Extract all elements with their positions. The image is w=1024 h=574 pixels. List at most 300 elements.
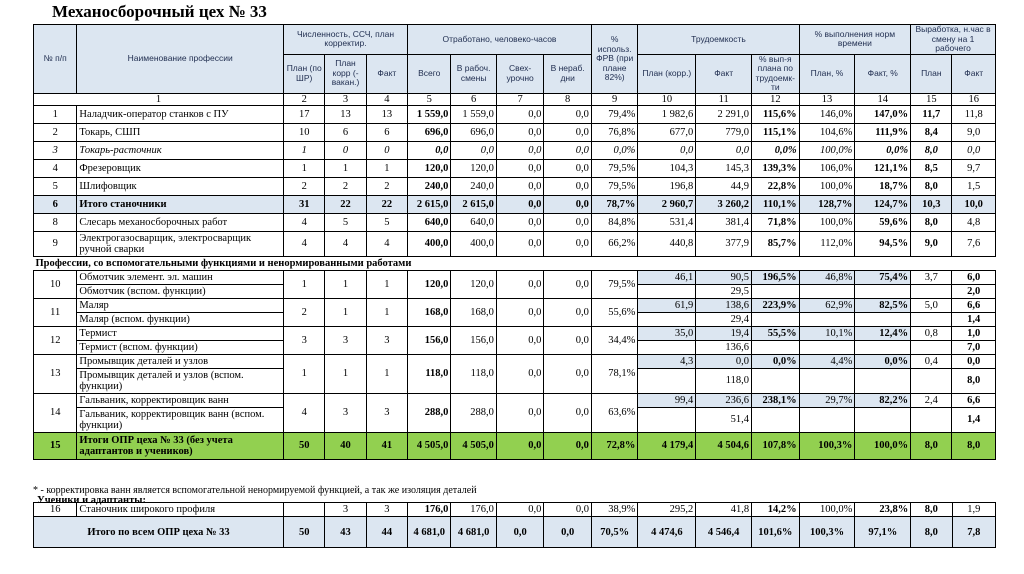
table-cell: 4 505,0 [408, 432, 451, 459]
table-cell: 0,0 [544, 195, 592, 213]
table-cell: 38,9% [591, 503, 637, 517]
header-cell: План (по ШР) [284, 54, 325, 93]
table-cell: 381,4 [696, 213, 752, 231]
header-cell: План [911, 54, 952, 93]
section-title: Профессии, со вспомогательными функциями и ненормированными работами [34, 256, 996, 270]
table-cell: 5 [366, 213, 407, 231]
table-cell: 5 [34, 177, 77, 195]
table-cell: 44,9 [696, 177, 752, 195]
table-cell: 1 [325, 159, 366, 177]
table-cell: 46,8% [799, 270, 855, 284]
table-row [34, 141, 996, 159]
header-cell: % вып-я плана по трудоемк-ти [752, 54, 800, 93]
table-cell: 1 982,6 [638, 105, 696, 123]
table-row [34, 432, 996, 459]
table-cell: 4,4% [799, 354, 855, 368]
table-cell: 3 260,2 [696, 195, 752, 213]
table-cell: 1 559,0 [451, 105, 496, 123]
table-cell: 4 546,4 [696, 517, 752, 548]
table-cell: 79,5% [591, 159, 637, 177]
table-cell [799, 340, 855, 354]
table-cell: 17 [284, 105, 325, 123]
table-cell: 75,4% [855, 270, 911, 284]
table-cell: 120,0 [408, 270, 451, 298]
table-cell: 5 [325, 213, 366, 231]
table-cell: 6,6 [952, 298, 996, 312]
table-cell: 0,0 [952, 354, 996, 368]
table-cell: 82,5% [855, 298, 911, 312]
table-cell: 124,7% [855, 195, 911, 213]
table-cell [638, 340, 696, 354]
table-cell: 3 [284, 326, 325, 354]
page-title: Механосборочный цех № 33 [52, 2, 267, 21]
column-number-row [34, 93, 996, 105]
table-cell [799, 284, 855, 298]
table-cell: 118,0 [696, 368, 752, 393]
table-cell: 104,6% [799, 123, 855, 141]
table-cell: 1 559,0 [408, 105, 451, 123]
table-cell: 107,8% [752, 432, 800, 459]
table-cell: 2,0 [952, 284, 996, 298]
header-cell: Факт, % [855, 54, 911, 93]
header-cell: % использ. ФРВ (при плане 82%) [591, 25, 637, 94]
table-cell: 11,8 [952, 105, 996, 123]
table-cell: 176,0 [451, 503, 496, 517]
table-cell [855, 284, 911, 298]
table-cell: 4 [284, 213, 325, 231]
table-cell: 8,0 [911, 503, 952, 517]
table-cell: 400,0 [451, 231, 496, 256]
table-row [34, 270, 996, 284]
header-cell: Факт [696, 54, 752, 93]
table-cell: 0,0 [496, 159, 544, 177]
table-cell: 111,9% [855, 123, 911, 141]
table-cell: 2 960,7 [638, 195, 696, 213]
table-cell: 223,9% [752, 298, 800, 312]
table-cell: 51,4 [696, 407, 752, 432]
table-cell: 2 [325, 177, 366, 195]
table-cell: 136,6 [696, 340, 752, 354]
table-cell: 8,0 [911, 517, 952, 548]
footnote: * - корректировка ванн является вспомогательной ненормируемой функцией, а так же изоляция деталей [33, 485, 477, 496]
table-cell: 50 [284, 517, 325, 548]
table-cell: 1 [325, 298, 366, 326]
table-cell: 2 [284, 298, 325, 326]
table-cell: 9,7 [952, 159, 996, 177]
table-cell: 4 [325, 231, 366, 256]
table-cell: 29,4 [696, 312, 752, 326]
table-cell: 400,0 [408, 231, 451, 256]
table-cell: 240,0 [451, 177, 496, 195]
header-cell: Численность, ССЧ, план корректир. [284, 25, 408, 55]
grand-total-label: Итого по всем ОПР цеха № 33 [34, 517, 284, 548]
table-cell: 1 [366, 298, 407, 326]
table-cell: 2 615,0 [408, 195, 451, 213]
table-cell: 120,0 [451, 270, 496, 298]
table-cell: 100,3% [799, 432, 855, 459]
table-cell: 46,1 [638, 270, 696, 284]
table-cell: 240,0 [408, 177, 451, 195]
table-cell: Термист (вспом. функции) [77, 340, 284, 354]
table-cell: 1,9 [952, 503, 995, 517]
table-cell: Маляр (вспом. функции) [77, 312, 284, 326]
table-cell [855, 368, 911, 393]
table-cell: 100,0% [799, 503, 855, 517]
table-cell: Промывщик деталей и узлов (вспом. функции) [77, 368, 284, 393]
table-cell: 41,8 [696, 503, 752, 517]
table-cell: 1 [284, 141, 325, 159]
grand-total-row [34, 517, 996, 548]
table-cell: 22,8% [752, 177, 800, 195]
column-number: 10 [638, 93, 696, 105]
table-cell: 100,0% [855, 432, 911, 459]
table-cell: 13 [325, 105, 366, 123]
table-cell: 10,1% [799, 326, 855, 340]
table-cell: 8,0 [911, 141, 952, 159]
table-cell: 236,6 [696, 393, 752, 407]
header-cell: № п/п [34, 25, 77, 94]
column-number: 4 [366, 93, 407, 105]
table-cell: 8,0 [911, 213, 952, 231]
table-cell [911, 340, 952, 354]
table-cell: 3 [325, 326, 366, 354]
table-cell: 7,6 [952, 231, 996, 256]
column-number: 7 [496, 93, 544, 105]
table-cell: 121,1% [855, 159, 911, 177]
table-cell: 63,6% [591, 393, 637, 432]
table-cell: 1,4 [952, 407, 996, 432]
table-cell: 9,0 [911, 231, 952, 256]
table-cell [855, 407, 911, 432]
table-cell: 2,4 [911, 393, 952, 407]
table-cell: 3 [325, 503, 366, 517]
table-cell: 16 [34, 503, 77, 517]
table-cell: 22 [325, 195, 366, 213]
header-cell: Трудоемкость [638, 25, 799, 55]
table-cell: 99,4 [638, 393, 696, 407]
column-number: 13 [799, 93, 855, 105]
table-cell: 1,4 [952, 312, 996, 326]
table-cell: 9 [34, 231, 77, 256]
table-cell: 0,0 [496, 141, 544, 159]
table-cell: 10,3 [911, 195, 952, 213]
table-cell: Гальваник, корректировщик ванн [77, 393, 284, 407]
table-cell [799, 368, 855, 393]
header-cell: Свех-урочно [496, 54, 544, 93]
header-cell: План (корр.) [638, 54, 696, 93]
table-cell: 0,0 [952, 141, 996, 159]
table-cell: 0,0 [544, 503, 592, 517]
table-cell: 0,0 [544, 105, 592, 123]
table-cell: Шлифовщик [77, 177, 284, 195]
table-cell: 168,0 [451, 298, 496, 326]
table-cell: 97,1% [855, 517, 911, 548]
table-cell: 0,0 [696, 141, 752, 159]
table-cell: 0,0 [408, 141, 451, 159]
table-cell [855, 312, 911, 326]
column-number: 5 [408, 93, 451, 105]
table-cell: Итоги ОПР цеха № 33 (без учета адаптантов и учеников) [77, 432, 284, 459]
table-cell: 0,0 [496, 213, 544, 231]
table-cell: 59,6% [855, 213, 911, 231]
table-cell: 4 504,6 [696, 432, 752, 459]
table-row [34, 105, 996, 123]
table-cell [799, 312, 855, 326]
table-cell: 55,5% [752, 326, 800, 340]
table-cell: 1,5 [952, 177, 996, 195]
table-cell: 12 [34, 326, 77, 354]
table-cell: 15 [34, 432, 77, 459]
table-cell: Итого станочники [77, 195, 284, 213]
column-number: 12 [752, 93, 800, 105]
table-cell: 1 [284, 354, 325, 393]
table-cell: 2 291,0 [696, 105, 752, 123]
table-cell: 0,0 [544, 159, 592, 177]
table-cell: 1 [34, 105, 77, 123]
table-cell: 0,0 [496, 270, 544, 298]
table-cell: 62,9% [799, 298, 855, 312]
table-cell: 0,0 [496, 393, 544, 432]
table-cell: 0,0 [496, 326, 544, 354]
table-cell: 85,7% [752, 231, 800, 256]
table-cell: 100,3% [799, 517, 855, 548]
table-cell: 8,0 [911, 177, 952, 195]
table-cell: 35,0 [638, 326, 696, 340]
table-cell: 4 505,0 [451, 432, 496, 459]
table-cell: 8,5 [911, 159, 952, 177]
table-cell: 0,0 [496, 231, 544, 256]
table-cell: 34,4% [591, 326, 637, 354]
table-cell: 238,1% [752, 393, 800, 407]
table-cell: Промывщик деталей и узлов [77, 354, 284, 368]
table-cell: 14 [34, 393, 77, 432]
section-students: Ученики и адаптанты: [37, 495, 146, 506]
table-cell: Токарь-расточник [77, 141, 284, 159]
table-row [34, 354, 996, 368]
table-cell: 6 [366, 123, 407, 141]
table-cell: 115,6% [752, 105, 800, 123]
table-cell: 377,9 [696, 231, 752, 256]
table-cell: 696,0 [451, 123, 496, 141]
table-cell: 66,2% [591, 231, 637, 256]
table-cell: 118,0 [451, 354, 496, 393]
table-cell: 22 [366, 195, 407, 213]
table-cell: 2 615,0 [451, 195, 496, 213]
table-cell: 120,0 [408, 159, 451, 177]
table-cell: 19,4 [696, 326, 752, 340]
table-cell: 196,5% [752, 270, 800, 284]
table-cell: Наладчик-оператор станков с ПУ [77, 105, 284, 123]
table-cell: 0,0 [496, 123, 544, 141]
table-cell: 78,7% [591, 195, 637, 213]
table-cell [911, 312, 952, 326]
table-cell: 0,0 [544, 326, 592, 354]
section-row [34, 256, 996, 270]
column-number: 2 [284, 93, 325, 105]
table-cell: 4 [284, 393, 325, 432]
table-cell: 1,0 [952, 326, 996, 340]
table-cell: 115,1% [752, 123, 800, 141]
header-cell: Наименование профессии [77, 25, 284, 94]
table-cell: 71,8% [752, 213, 800, 231]
table-cell: 44 [366, 517, 407, 548]
table-cell: 4,8 [952, 213, 996, 231]
header-cell: План, % [799, 54, 855, 93]
table-cell: 2 [366, 177, 407, 195]
table-cell: 100,0% [799, 177, 855, 195]
table-cell: Слесарь механосборочных работ [77, 213, 284, 231]
table-cell: 41 [366, 432, 407, 459]
table-cell: 0,0 [638, 141, 696, 159]
table-cell [799, 407, 855, 432]
table-cell [855, 340, 911, 354]
table-cell: 145,3 [696, 159, 752, 177]
table-cell: 6 [34, 195, 77, 213]
table-cell: 0,0 [496, 432, 544, 459]
table-cell: 139,3% [752, 159, 800, 177]
table-cell: 0,0 [496, 298, 544, 326]
table-cell [284, 503, 325, 517]
table-cell: 100,0% [799, 141, 855, 159]
table-cell: 2 [34, 123, 77, 141]
table-row [34, 123, 996, 141]
column-number: 16 [952, 93, 996, 105]
table-cell: 1 [284, 270, 325, 298]
header-cell: В нераб. дни [544, 54, 592, 93]
table-cell: 29,5 [696, 284, 752, 298]
table-cell: 120,0 [451, 159, 496, 177]
table-cell: 168,0 [408, 298, 451, 326]
table-cell: 4,3 [638, 354, 696, 368]
table-cell: Маляр [77, 298, 284, 312]
table-cell: 7,0 [952, 340, 996, 354]
header-cell: Отработано, человеко-часов [408, 25, 592, 55]
header-cell: Всего [408, 54, 451, 93]
table-cell: 0,0% [752, 354, 800, 368]
header-cell: План корр (- вакан.) [325, 54, 366, 93]
table-cell: 112,0% [799, 231, 855, 256]
table-cell [752, 407, 800, 432]
table-row [34, 326, 996, 340]
table-cell: Обмотчик элемент. эл. машин [77, 270, 284, 284]
table-cell: 79,5% [591, 270, 637, 298]
table-cell: 43 [325, 517, 366, 548]
table-cell: 0,0 [544, 123, 592, 141]
table-cell: 55,6% [591, 298, 637, 326]
table-cell: 0,0% [855, 354, 911, 368]
table-cell: 4 474,6 [638, 517, 696, 548]
table-cell: 0,0 [544, 141, 592, 159]
table-cell: 4 179,4 [638, 432, 696, 459]
table-cell [752, 368, 800, 393]
table-cell: 128,7% [799, 195, 855, 213]
table-cell [638, 368, 696, 393]
table-cell [911, 368, 952, 393]
table-cell [638, 407, 696, 432]
table-cell: 76,8% [591, 123, 637, 141]
table-cell: 104,3 [638, 159, 696, 177]
table-cell: 90,5 [696, 270, 752, 284]
table-cell [638, 284, 696, 298]
table-cell [752, 284, 800, 298]
table-cell: 78,1% [591, 354, 637, 393]
column-number: 8 [544, 93, 592, 105]
header-cell: В рабоч. смены [451, 54, 496, 93]
table-cell: 3 [325, 393, 366, 432]
table-cell: 79,5% [591, 177, 637, 195]
table-cell: 4 681,0 [451, 517, 496, 548]
table-cell: 106,0% [799, 159, 855, 177]
table-row [34, 213, 996, 231]
table-cell: 0,0 [544, 231, 592, 256]
table-cell: 23,8% [855, 503, 911, 517]
table-cell: 94,5% [855, 231, 911, 256]
table-cell: 1 [366, 354, 407, 393]
table-cell: 8,4 [911, 123, 952, 141]
table-cell: 72,8% [591, 432, 637, 459]
table-cell: 156,0 [408, 326, 451, 354]
table-cell: 8,0 [952, 432, 996, 459]
table-cell: 0,0% [591, 141, 637, 159]
table-cell: Обмотчик (вспом. функции) [77, 284, 284, 298]
table-cell [911, 284, 952, 298]
table-cell: 9,0 [952, 123, 996, 141]
table-cell: 0,0 [544, 517, 592, 548]
column-number: 14 [855, 93, 911, 105]
header-cell: Факт [366, 54, 407, 93]
column-number: 11 [696, 93, 752, 105]
table-cell: 14,2% [752, 503, 800, 517]
table-cell: 176,0 [408, 503, 451, 517]
table-cell: 0,0 [496, 177, 544, 195]
table-cell: 0,0 [544, 298, 592, 326]
column-number: 9 [591, 93, 637, 105]
table-cell: 1 [325, 270, 366, 298]
table-cell: 12,4% [855, 326, 911, 340]
table-cell: 0 [325, 141, 366, 159]
table-cell: 0,0 [496, 195, 544, 213]
table-cell: 84,8% [591, 213, 637, 231]
table-cell: 779,0 [696, 123, 752, 141]
table-cell: 0,8 [911, 326, 952, 340]
table-cell: 288,0 [451, 393, 496, 432]
column-number: 1 [34, 93, 284, 105]
table-cell: 6 [325, 123, 366, 141]
table-cell: 295,2 [638, 503, 696, 517]
table-cell: 0,0 [696, 354, 752, 368]
table-cell: 11 [34, 298, 77, 326]
table-cell: 4 [366, 231, 407, 256]
table-cell: 1 [366, 159, 407, 177]
table-cell: 5,0 [911, 298, 952, 312]
table-cell: 10,0 [952, 195, 996, 213]
table-cell: 531,4 [638, 213, 696, 231]
table-cell: 0,0 [544, 432, 592, 459]
table-cell: 146,0% [799, 105, 855, 123]
table-row [34, 177, 996, 195]
table-cell: 1 [325, 354, 366, 393]
table-cell: 0,0% [855, 141, 911, 159]
table-cell: 50 [284, 432, 325, 459]
header-cell: Выработка, н.час в смену на 1 рабочего [911, 25, 996, 55]
column-number: 15 [911, 93, 952, 105]
table-cell: 1 [366, 270, 407, 298]
table-cell [638, 312, 696, 326]
table-cell: 18,7% [855, 177, 911, 195]
table-cell: 1 [284, 159, 325, 177]
table-cell: 3 [366, 326, 407, 354]
table-cell: Электрогазосварщик, электросварщик ручной сварки [77, 231, 284, 256]
